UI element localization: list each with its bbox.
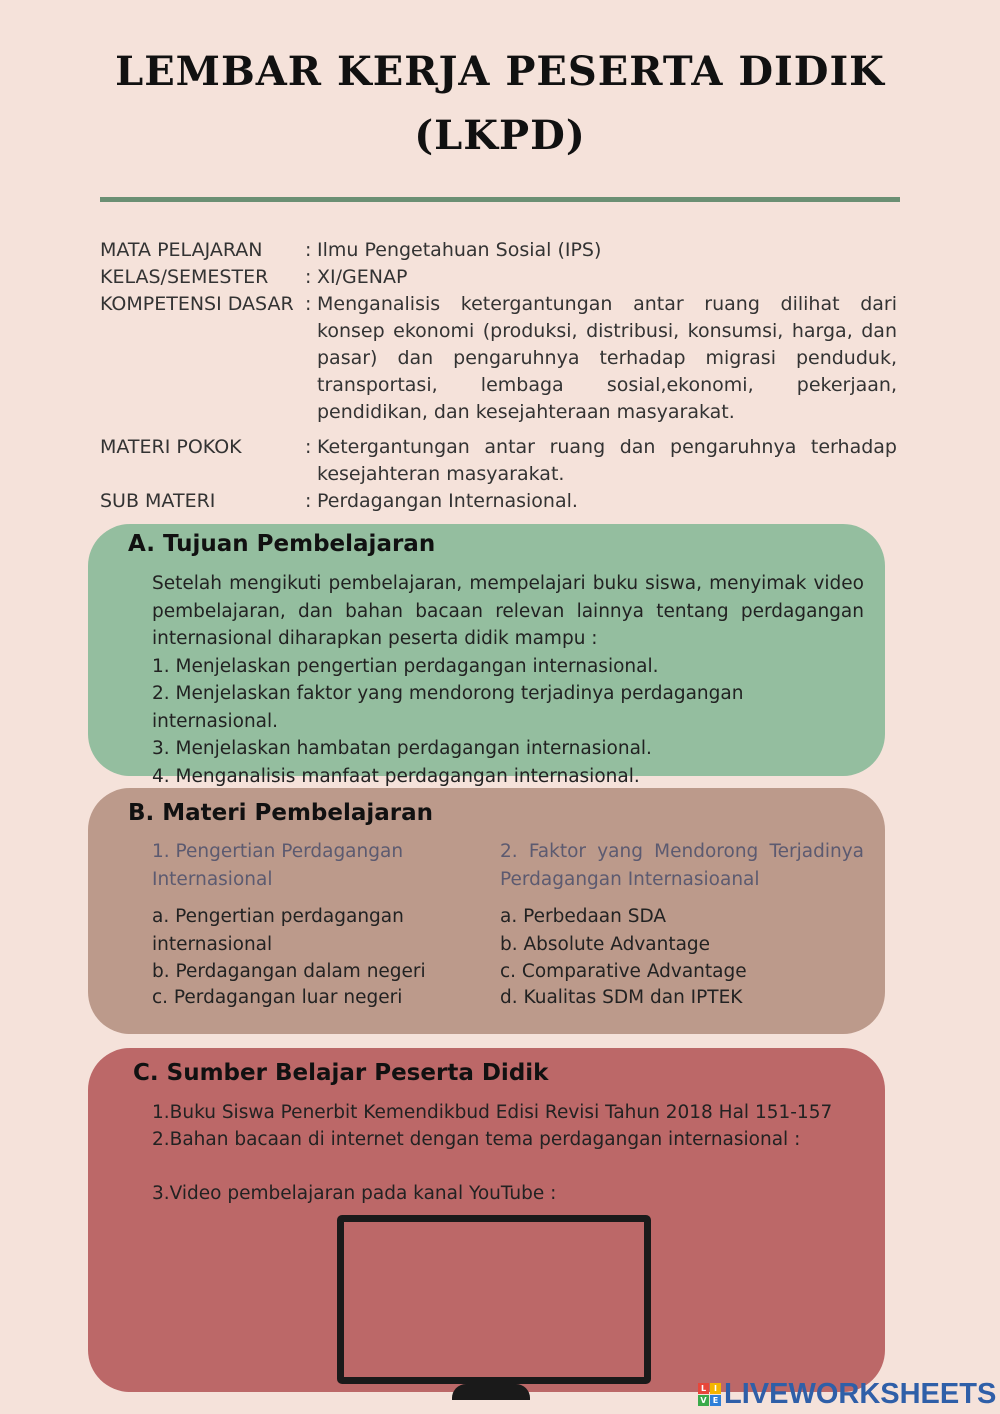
list-item: b. Perdagangan dalam negeri bbox=[152, 961, 426, 982]
info-label: MATERI POKOK bbox=[100, 436, 242, 458]
list-item: 3. Menjelaskan hambatan perdagangan internasional. bbox=[152, 738, 652, 759]
logo-tile: L bbox=[698, 1383, 709, 1394]
list-item: a. Pengertian perdagangan internasional bbox=[152, 906, 404, 955]
worksheet-title-abbr: (LKPD) bbox=[414, 112, 586, 159]
liveworksheets-logo-icon bbox=[698, 1383, 721, 1406]
section-c-heading: C. Sumber Belajar Peserta Didik bbox=[133, 1060, 549, 1086]
info-label: MATA PELAJARAN bbox=[100, 239, 263, 261]
info-separator: : bbox=[305, 239, 312, 261]
worksheet-title: LEMBAR KERJA PESERTA DIDIK bbox=[115, 48, 885, 95]
info-value: Perdagangan Internasional. bbox=[317, 490, 578, 512]
logo-tile: V bbox=[698, 1395, 709, 1406]
info-label: KOMPETENSI DASAR bbox=[100, 293, 294, 315]
info-label: SUB MATERI bbox=[100, 490, 216, 512]
list-item: b. Absolute Advantage bbox=[500, 934, 711, 955]
materi-column-2-list bbox=[500, 903, 864, 1011]
list-item: a. Perbedaan SDA bbox=[500, 906, 667, 927]
monitor-stand-base bbox=[452, 1384, 530, 1400]
brand-name: LIVEWORKSHEETS bbox=[724, 1378, 997, 1410]
materi-column-1 bbox=[152, 838, 422, 893]
materi-column-title: 2. Faktor yang Mendorong Terjadinya Perdagangan Internasioanal bbox=[500, 841, 864, 890]
section-a-body bbox=[152, 570, 864, 790]
section-a-heading: A. Tujuan Pembelajaran bbox=[128, 531, 436, 557]
info-value: Ketergantungan antar ruang dan pengaruhnya terhadap kesejahteran masyarakat. bbox=[317, 436, 897, 485]
section-b-heading: B. Materi Pembelajaran bbox=[128, 800, 434, 826]
list-item: c. Perdagangan luar negeri bbox=[152, 987, 403, 1008]
section-a-intro: Setelah mengikuti pembelajaran, mempelajari buku siswa, menyimak video pembelajaran, dan bahan bacaan relevan lainnya tentang perdagangan internasional diharapkan peserta didik mampu : bbox=[152, 573, 864, 649]
list-item: d. Kualitas SDM dan IPTEK bbox=[500, 987, 743, 1008]
info-value: Menganalisis ketergantungan antar ruang dilihat dari konsep ekonomi (produksi, distribusi, konsumsi, harga, dan pasar) dan pengaruhnya terhadap migrasi penduduk, transportasi, lembaga sosial,ekonomi, pekerjaan, pendidikan, dan kesejahteraan masyarakat. bbox=[317, 293, 897, 423]
info-value: XI/GENAP bbox=[317, 266, 408, 288]
list-item: 1.Buku Siswa Penerbit Kemendikbud Edisi Revisi Tahun 2018 Hal 151-157 bbox=[152, 1102, 833, 1123]
video-player-frame[interactable] bbox=[337, 1215, 651, 1384]
info-separator: : bbox=[305, 490, 312, 512]
list-item: 2.Bahan bacaan di internet dengan tema perdagangan internasional : bbox=[152, 1129, 801, 1150]
list-item: 2. Menjelaskan faktor yang mendorong terjadinya perdagangan internasional. bbox=[152, 683, 744, 732]
section-c-body bbox=[152, 1099, 864, 1207]
materi-column-1-list bbox=[152, 903, 442, 1011]
list-item: 1. Menjelaskan pengertian perdagangan internasional. bbox=[152, 655, 659, 677]
list-item: 3.Video pembelajaran pada kanal YouTube : bbox=[152, 1183, 557, 1204]
info-separator: : bbox=[305, 293, 312, 315]
title-divider bbox=[100, 197, 900, 202]
info-value: Ilmu Pengetahuan Sosial (IPS) bbox=[317, 239, 602, 261]
materi-column-2 bbox=[500, 838, 864, 893]
list-item: c. Comparative Advantage bbox=[500, 961, 747, 982]
info-separator: : bbox=[305, 436, 312, 458]
list-item: 4. Menganalisis manfaat perdagangan internasional. bbox=[152, 765, 640, 787]
logo-tile: E bbox=[710, 1395, 721, 1406]
liveworksheets-watermark[interactable] bbox=[698, 1378, 996, 1411]
materi-column-title: 1. Pengertian Perdagangan Internasional bbox=[152, 841, 404, 890]
logo-tile: I bbox=[710, 1383, 721, 1394]
info-label: KELAS/SEMESTER bbox=[100, 266, 269, 288]
info-separator: : bbox=[305, 266, 312, 288]
